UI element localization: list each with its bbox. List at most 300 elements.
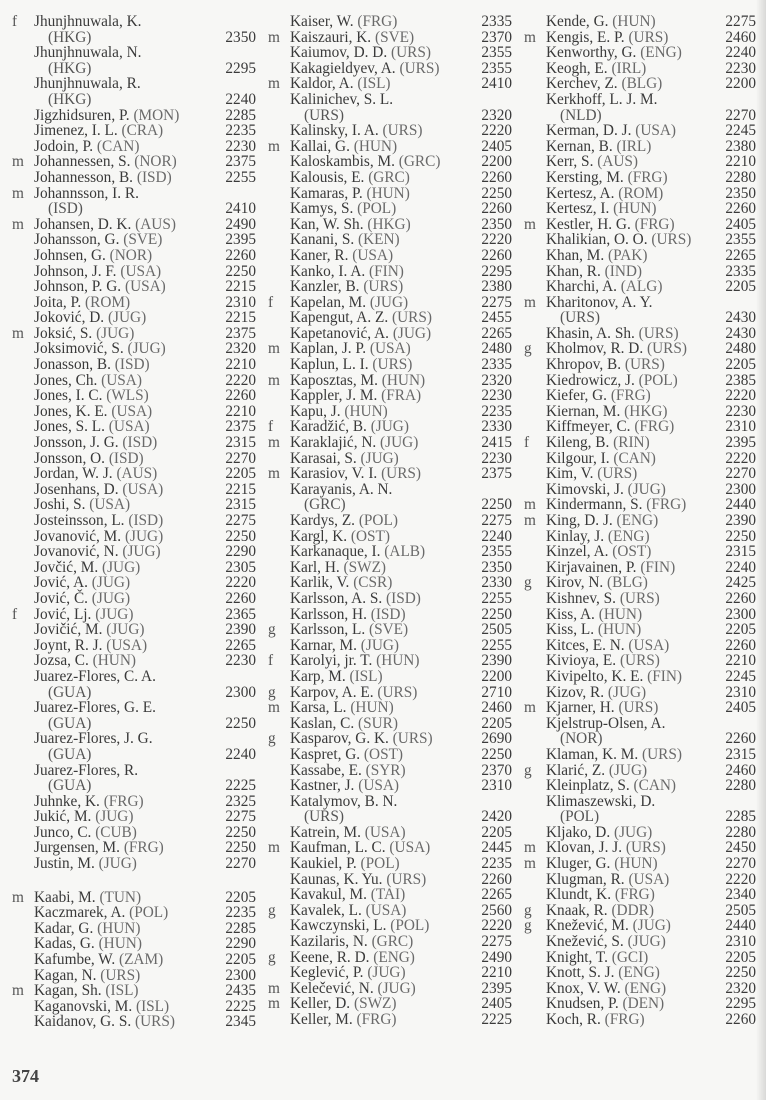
player-entry — [524, 918, 756, 934]
player-federation: (CUB) — [95, 823, 137, 841]
player-federation: (URS) — [619, 652, 660, 670]
player-name-line — [524, 279, 756, 295]
player-entry — [268, 419, 512, 435]
player-title: m — [268, 434, 280, 452]
player-federation: (HUN) — [613, 200, 657, 218]
player-name-line — [12, 248, 256, 264]
player-rating: 2370 — [481, 761, 512, 779]
player-federation: (USA) — [122, 480, 164, 498]
player-entry — [268, 30, 512, 46]
player-name: Jones, I. C. — [34, 387, 103, 405]
player-entry — [12, 840, 256, 856]
player-federation: (ALG) — [620, 278, 663, 296]
player-name: Jozsa, C. — [34, 652, 89, 670]
player-rating: 2275 — [225, 808, 256, 826]
player-name: Kadas, G. — [34, 935, 95, 953]
player-federation: (ISD) — [386, 589, 421, 607]
player-entry — [12, 357, 256, 373]
player-name: Kaukiel, P. — [290, 855, 357, 873]
player-entry — [12, 248, 256, 264]
player-federation: (FRG) — [604, 1011, 645, 1028]
player-rating: 2405 — [725, 699, 756, 717]
column-middle — [268, 14, 512, 1028]
player-name-line — [12, 154, 256, 170]
player-entry — [268, 373, 512, 389]
player-rating: 2230 — [225, 652, 256, 670]
player-name: Kastner, J. — [290, 777, 355, 795]
player-name-line — [524, 685, 756, 701]
player-rating: 2355 — [481, 59, 512, 77]
player-title: m — [524, 215, 536, 233]
player-rating: 2375 — [225, 324, 256, 342]
player-rating: 2235 — [481, 402, 512, 420]
player-entry — [268, 232, 512, 248]
player-entry — [268, 92, 512, 123]
player-entry — [524, 61, 756, 77]
player-federation: (FIN) — [369, 262, 404, 280]
player-name: Kaidanov, G. S. — [34, 1013, 132, 1031]
player-name-line — [524, 529, 756, 545]
player-entry — [524, 747, 756, 763]
player-name: Kljako, D. — [546, 823, 611, 841]
player-name-line — [524, 622, 756, 638]
player-name: Karp, M. — [290, 667, 346, 685]
player-name: Kiffmeyer, C. — [546, 418, 631, 436]
player-entry — [524, 763, 756, 779]
player-name: Jhunjhnuwala, K. — [34, 13, 142, 30]
player-rating: 2320 — [725, 979, 756, 997]
player-rating: 2310 — [481, 777, 512, 795]
player-entry — [12, 544, 256, 560]
player-federation: (GUA) — [48, 745, 92, 763]
player-name: Karlsson, H. — [290, 605, 367, 623]
player-name-line — [524, 123, 756, 139]
player-name: Karasai, S. — [290, 449, 357, 467]
player-entry — [524, 996, 756, 1012]
player-rating: 2265 — [481, 886, 512, 904]
player-federation: (URS) — [134, 1013, 175, 1031]
player-rating: 2220 — [725, 449, 756, 467]
player-entry — [524, 794, 756, 825]
player-name-line — [12, 513, 256, 529]
player-entry — [524, 76, 756, 92]
player-entry — [12, 513, 256, 529]
player-rating: 2220 — [481, 917, 512, 935]
player-federation: (SWZ) — [353, 995, 397, 1013]
player-name-line — [524, 965, 756, 981]
player-name: Kernan, B. — [546, 137, 613, 155]
player-name-line — [524, 388, 756, 404]
player-name-line — [268, 154, 512, 170]
player-rating: 2255 — [481, 636, 512, 654]
player-entry — [524, 139, 756, 155]
player-name: Kapelan, M. — [290, 293, 367, 311]
player-federation: (FRG) — [357, 13, 398, 30]
player-federation: (JUG) — [608, 761, 648, 779]
player-name: Kaldor, A. — [290, 75, 354, 93]
player-entry — [268, 778, 512, 794]
player-federation: (FRG) — [123, 839, 164, 857]
player-rating: 2310 — [725, 683, 756, 701]
player-name-line — [12, 497, 256, 513]
player-federation: (USA) — [369, 340, 411, 358]
player-name: Kapengut, A. Z. — [290, 309, 389, 327]
player-federation: (JUG) — [127, 340, 166, 358]
player-federation: (ISD) — [48, 200, 83, 218]
player-name: Kavakul, M. — [290, 886, 367, 904]
player-federation: (JUG) — [91, 589, 131, 607]
player-name: Kirov, N. — [546, 574, 604, 592]
player-rating: 2255 — [481, 589, 512, 607]
player-name-continuation — [12, 201, 256, 217]
player-name: Khan, R. — [546, 262, 601, 280]
player-rating: 2390 — [481, 652, 512, 670]
player-name-line — [524, 170, 756, 186]
player-federation: (HUN) — [353, 137, 398, 155]
player-federation: (URS) — [625, 839, 666, 857]
player-federation: (ISL) — [349, 667, 383, 685]
player-rating: 2335 — [725, 262, 756, 280]
player-name-line — [12, 607, 256, 623]
player-name: Kamaras, P. — [290, 184, 363, 202]
player-federation: (HUN) — [612, 13, 656, 30]
player-name-line — [268, 950, 512, 966]
player-entry — [524, 653, 756, 669]
player-name: Kestler, H. G. — [546, 215, 631, 233]
player-entry — [12, 466, 256, 482]
player-entry — [12, 905, 256, 921]
player-name: Kileng, B. — [546, 434, 610, 452]
player-name-line — [268, 123, 512, 139]
player-rating: 2270 — [725, 106, 756, 124]
player-rating: 2420 — [481, 808, 512, 826]
player-title: g — [268, 730, 276, 748]
player-federation: (ZAM) — [118, 951, 164, 969]
player-name-line — [268, 45, 512, 61]
player-rating: 2235 — [225, 904, 256, 922]
player-name: Kitces, E. N. — [546, 636, 625, 654]
player-federation: (URS) — [628, 28, 669, 46]
page-number: 374 — [12, 1066, 39, 1086]
player-rating: 2395 — [481, 979, 512, 997]
player-entry — [268, 856, 512, 872]
player-name-line — [268, 248, 512, 264]
player-entry — [268, 435, 512, 451]
player-name-line — [524, 248, 756, 264]
player-entry — [12, 700, 256, 731]
player-federation: (JUG) — [370, 418, 409, 436]
player-name-continuation — [12, 685, 256, 701]
player-name: Karnar, M. — [290, 636, 357, 654]
player-name-line — [524, 30, 756, 46]
player-entry — [12, 123, 256, 139]
player-entry — [524, 451, 756, 467]
player-title: m — [268, 995, 280, 1013]
player-name-line — [524, 669, 756, 685]
player-name-line — [268, 794, 512, 810]
player-federation: (JUG) — [369, 293, 409, 311]
player-rating: 2260 — [725, 589, 756, 607]
player-name: Kim, V. — [546, 465, 594, 483]
player-name-line — [524, 903, 756, 919]
player-federation: (BLG) — [607, 574, 648, 592]
player-federation: (HUN) — [614, 855, 658, 873]
player-name: Knox, V. W. — [546, 979, 621, 997]
player-name: Juarez-Flores, J. G. — [34, 730, 153, 748]
player-entry — [524, 373, 756, 389]
player-entry — [268, 264, 512, 280]
player-name-line — [268, 747, 512, 763]
player-rating: 2265 — [725, 246, 756, 264]
player-name: Kharitonov, A. Y. — [546, 293, 653, 311]
player-name-line — [12, 279, 256, 295]
player-name: Kanani, S. — [290, 231, 355, 249]
player-name-line — [524, 451, 756, 467]
player-name: Kersting, M. — [546, 168, 624, 186]
player-name: Kaczmarek, A. — [34, 904, 126, 922]
player-name: Jhunjhnuwala, R. — [34, 75, 141, 93]
player-name-line — [524, 264, 756, 280]
player-rating: 2235 — [481, 855, 512, 873]
player-rating: 2480 — [481, 340, 512, 358]
player-entry — [268, 357, 512, 373]
player-entry — [268, 731, 512, 747]
player-name-line — [268, 326, 512, 342]
player-entry — [268, 747, 512, 763]
player-name: Kertesz, I. — [546, 200, 610, 218]
player-name-line — [12, 108, 256, 124]
player-entry — [12, 560, 256, 576]
player-name-line — [524, 513, 756, 529]
player-name-line — [268, 544, 512, 560]
player-name-continuation — [12, 92, 256, 108]
player-rating: 2430 — [725, 309, 756, 327]
player-name-line — [12, 763, 256, 779]
player-federation: (CAN) — [633, 777, 677, 795]
player-entry — [524, 700, 756, 716]
player-rating: 2230 — [481, 387, 512, 405]
player-federation: (PAK) — [608, 246, 648, 264]
player-rating: 2225 — [225, 997, 256, 1015]
player-entry — [524, 341, 756, 357]
player-rating: 2205 — [725, 356, 756, 374]
player-rating: 2210 — [725, 652, 756, 670]
player-rating: 2250 — [225, 823, 256, 841]
player-rating: 2250 — [225, 839, 256, 857]
player-federation: (SWZ) — [343, 558, 387, 576]
player-entry — [268, 638, 512, 654]
player-name: Joshi, S. — [34, 496, 86, 514]
player-name: Kimovski, J. — [546, 480, 624, 498]
player-name: Karayanis, A. N. — [290, 480, 393, 498]
player-rating: 2205 — [225, 888, 256, 906]
player-federation: (NLD) — [560, 106, 602, 124]
player-name: Kaner, R. — [290, 246, 349, 264]
player-title: m — [524, 512, 536, 529]
player-name-line — [268, 825, 512, 841]
player-rating: 2560 — [481, 901, 512, 919]
player-name-line — [268, 76, 512, 92]
player-name-line — [524, 716, 756, 732]
player-rating: 2275 — [481, 933, 512, 951]
player-name: Kiss, L. — [546, 621, 595, 639]
player-federation: (ISD) — [108, 449, 144, 467]
player-federation: (JUG) — [106, 621, 145, 639]
player-name-line — [268, 341, 512, 357]
player-entry — [12, 186, 256, 217]
player-title: m — [268, 28, 280, 46]
player-federation: (USA) — [628, 870, 670, 888]
player-rating: 2260 — [225, 589, 256, 607]
player-federation: (NOR) — [560, 730, 603, 748]
player-name-continuation — [12, 30, 256, 46]
player-entry — [12, 890, 256, 906]
player-name: Klaman, K. M. — [546, 745, 639, 763]
player-entry — [268, 186, 512, 202]
player-entry — [268, 716, 512, 732]
player-federation: (POL) — [638, 371, 678, 389]
player-rating: 2435 — [225, 982, 256, 1000]
player-entry — [524, 950, 756, 966]
player-name: Kaunas, K. Yu. — [290, 870, 383, 888]
player-name-line — [524, 840, 756, 856]
player-entry — [12, 1014, 256, 1030]
player-name-line — [268, 170, 512, 186]
player-rating: 2380 — [725, 137, 756, 155]
player-rating: 2215 — [225, 278, 256, 296]
player-federation: (ROM) — [618, 184, 664, 202]
player-name-line — [12, 419, 256, 435]
player-name: Karadžić, B. — [290, 418, 367, 436]
player-rating: 2490 — [225, 215, 256, 233]
player-federation: (URS) — [651, 231, 692, 249]
player-name-line — [12, 186, 256, 202]
player-federation: (FRG) — [634, 418, 675, 436]
player-name: Johansson, G. — [34, 231, 120, 249]
player-name-line — [268, 217, 512, 233]
player-name-line — [524, 856, 756, 872]
player-rating: 2315 — [225, 496, 256, 514]
player-rating: 2205 — [725, 621, 756, 639]
player-name-line — [268, 419, 512, 435]
player-rating: 2210 — [481, 964, 512, 982]
player-rating: 2270 — [725, 465, 756, 483]
player-name-line — [12, 921, 256, 937]
player-rating: 2260 — [481, 168, 512, 186]
player-federation: (FIN) — [647, 667, 682, 685]
player-entry — [524, 575, 756, 591]
player-federation: (URS) — [304, 106, 344, 124]
player-federation: (OST) — [612, 543, 652, 561]
player-title: m — [12, 184, 24, 202]
player-entry — [268, 1012, 512, 1028]
player-name: Kjarner, H. — [546, 699, 615, 717]
player-federation: (JUG) — [380, 434, 419, 452]
player-entry — [524, 123, 756, 139]
player-name-line — [268, 653, 512, 669]
player-rating: 2315 — [225, 434, 256, 452]
player-federation: (ROM) — [85, 293, 131, 311]
player-name-line — [12, 905, 256, 921]
player-entry — [524, 232, 756, 248]
player-name-line — [268, 139, 512, 155]
player-entry — [268, 607, 512, 623]
player-rating: 2260 — [481, 870, 512, 888]
player-entry — [268, 903, 512, 919]
player-entry — [268, 513, 512, 529]
player-entry — [268, 840, 512, 856]
player-federation: (HUN) — [98, 935, 142, 953]
player-federation: (URS) — [399, 59, 440, 77]
player-name-line — [12, 435, 256, 451]
player-title: g — [524, 574, 532, 592]
player-federation: (USA) — [101, 371, 142, 389]
player-federation: (ISD) — [370, 605, 406, 623]
player-name: Kamys, S. — [290, 200, 354, 218]
player-name-continuation — [524, 108, 756, 124]
player-name: Kassabe, E. — [290, 761, 362, 779]
player-name: Kaslan, C. — [290, 714, 355, 732]
player-rating: 2200 — [481, 153, 512, 171]
player-name-line — [12, 451, 256, 467]
player-federation: (FRA) — [381, 387, 422, 405]
player-rating: 2275 — [225, 512, 256, 529]
player-entry — [268, 653, 512, 669]
player-entry — [268, 529, 512, 545]
player-name-line — [12, 529, 256, 545]
player-entry — [524, 45, 756, 61]
player-name-line — [524, 872, 756, 888]
player-rating: 2290 — [225, 543, 256, 561]
player-entry — [524, 544, 756, 560]
player-name: Karpov, A. E. — [290, 683, 374, 701]
player-name-line — [12, 310, 256, 326]
player-federation: (USA) — [120, 262, 162, 280]
player-name: Kalinsky, I. A. — [290, 122, 379, 140]
player-name: Johannsson, I. R. — [34, 184, 139, 202]
player-rating: 2260 — [481, 200, 512, 218]
player-name-line — [12, 357, 256, 373]
player-name: Kappler, J. M. — [290, 387, 378, 405]
player-name: Jimenez, I. L. — [34, 122, 118, 140]
player-rating: 2205 — [225, 951, 256, 969]
player-rating: 2260 — [725, 1011, 756, 1028]
player-name: Kallai, G. — [290, 137, 350, 155]
player-rating: 2265 — [481, 324, 512, 342]
player-name: Kanzler, B. — [290, 278, 360, 296]
player-federation: (KEN) — [357, 231, 400, 249]
player-rating: 2200 — [481, 667, 512, 685]
player-name-line — [524, 934, 756, 950]
player-name: Johannesson, B. — [34, 168, 134, 186]
player-rating: 2270 — [225, 449, 256, 467]
player-entry — [268, 61, 512, 77]
player-name-line — [524, 217, 756, 233]
player-federation: (TUN) — [99, 888, 142, 906]
player-rating: 2265 — [225, 636, 256, 654]
player-title: m — [268, 371, 280, 389]
player-name-line — [524, 638, 756, 654]
player-federation: (URS) — [597, 465, 638, 483]
player-entry — [12, 921, 256, 937]
player-name: Knežević, S. — [546, 933, 624, 951]
player-name-line — [524, 996, 756, 1012]
player-entry — [268, 139, 512, 155]
player-name: Kengis, E. P. — [546, 28, 625, 46]
player-name-line — [268, 357, 512, 373]
player-rating: 2250 — [725, 527, 756, 545]
player-rating: 2370 — [481, 28, 512, 46]
